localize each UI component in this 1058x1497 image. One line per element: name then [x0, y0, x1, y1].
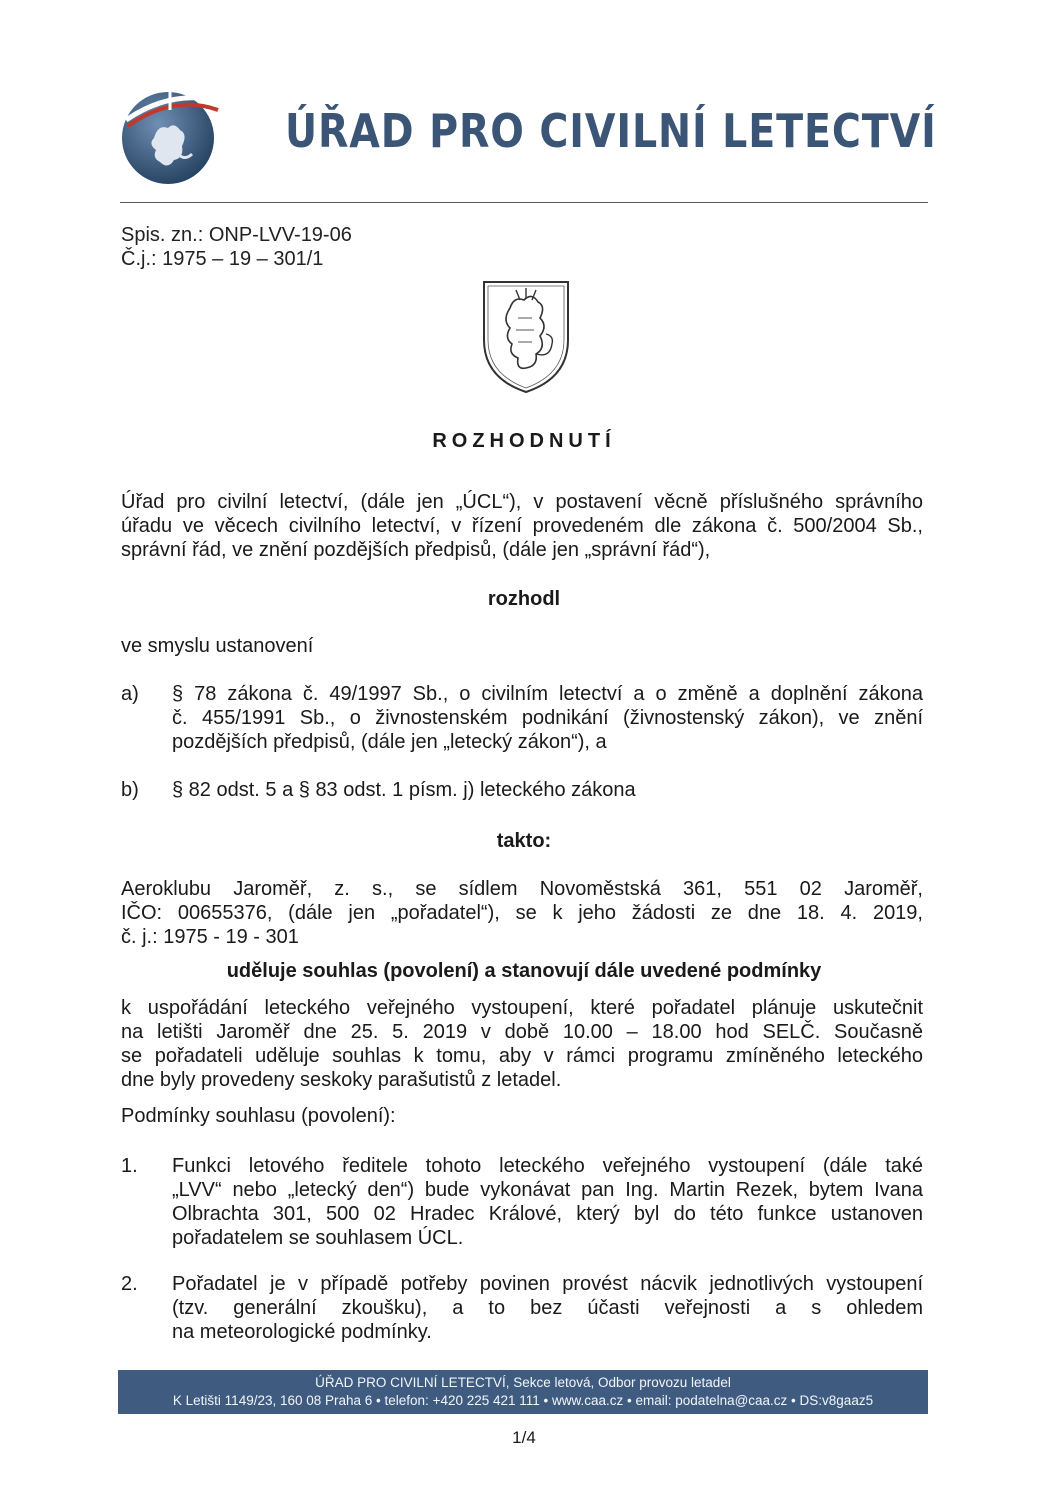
office-title: ÚŘAD PRO CIVILNÍ LETECTVÍ: [285, 104, 937, 158]
footer-bar: [118, 1370, 928, 1414]
czech-lion-coat-of-arms-icon: [480, 278, 572, 396]
applicant-line-2: IČO: 00655376, (dále jen „pořadatel“), se k jeho žádosti ze dne 18. 4. 2019,: [121, 902, 923, 924]
intro-line-1: Úřad pro civilní letectví, (dále jen „ÚCL“), v postavení věcně příslušného správního: [121, 491, 923, 513]
condition-2-line-2: (tzv. generální zkoušku), a to bez účasti veřejnosti a s ohledem: [172, 1297, 923, 1319]
applicant-line-1: Aeroklubu Jaroměř, z. s., se sídlem Novoměstská 361, 551 02 Jaroměř,: [121, 878, 923, 900]
thus-heading: takto:: [496, 830, 552, 852]
header-divider: [120, 202, 928, 203]
decision-title: ROZHODNUTÍ: [432, 430, 616, 452]
condition-1-line-1: Funkci letového ředitele tohoto leteckého veřejného vystoupení (dále také: [172, 1155, 923, 1177]
grant-heading: uděluje souhlas (povolení) a stanovují dále uvedené podmínky: [226, 960, 822, 982]
condition-marker: 1.: [121, 1155, 138, 1177]
provision-marker: b): [121, 779, 139, 801]
footer-office-line: ÚŘAD PRO CIVILNÍ LETECTVÍ, Sekce letová, Odbor provozu letadel: [315, 1375, 731, 1390]
provision-a-line-3: pozdějších předpisů, (dále jen „letecký zákon“), a: [172, 731, 607, 753]
intro-line-3: správní řád, ve znění pozdějších předpisů, (dále jen „správní řád“),: [121, 539, 711, 561]
conditions-heading: Podmínky souhlasu (povolení):: [121, 1105, 396, 1127]
footer-contact-line: K Letišti 1149/23, 160 08 Praha 6 • telefon: +420 225 421 111 • www.caa.cz • email: podatelna@caa.cz • DS:v8gaaz5: [172, 1393, 874, 1408]
condition-2-line-3: na meteorologické podmínky.: [172, 1321, 432, 1343]
file-number: Spis. zn.: ONP-LVV-19-06: [121, 224, 352, 246]
grant-line-4: dne byly provedeny seskoky parašutistů z letadel.: [121, 1069, 562, 1091]
condition-1-line-2: „LVV“ nebo „letecký den“) bude vykonávat pan Ing. Martin Rezek, bytem Ivana: [172, 1179, 923, 1201]
condition-1-line-4: pořadatelem se souhlasem ÚCL.: [172, 1227, 464, 1249]
provision-a-line-1: § 78 zákona č. 49/1997 Sb., o civilním letectví a o změně a doplnění zákona: [172, 683, 923, 705]
condition-marker: 2.: [121, 1273, 138, 1295]
reference-number: Č.j.: 1975 – 19 – 301/1: [121, 248, 324, 270]
applicant-line-3: č. j.: 1975 - 19 - 301: [121, 926, 299, 948]
condition-1-line-3: Olbrachta 301, 500 02 Hradec Králové, který byl do této funkce ustanoven: [172, 1203, 923, 1225]
grant-line-1: k uspořádání leteckého veřejného vystoupení, které pořadatel plánuje uskutečnit: [121, 997, 923, 1019]
page-number: 1/4: [512, 1428, 536, 1447]
intro-line-2: úřadu ve věcech civilního letectví, v řízení provedeném dle zákona č. 500/2004 Sb.,: [121, 515, 923, 537]
provision-b-line-1: § 82 odst. 5 a § 83 odst. 1 písm. j) leteckého zákona: [172, 779, 636, 801]
decided-heading: rozhodl: [487, 588, 561, 610]
ucl-lion-emblem-icon: [118, 80, 226, 188]
provision-a-line-2: č. 455/1991 Sb., o živnostenském podnikání (živnostenský zákon), ve znění: [172, 707, 923, 729]
grant-line-3: se pořadateli uděluje souhlas k tomu, aby v rámci programu zmíněného leteckého: [121, 1045, 923, 1067]
provision-marker: a): [121, 683, 139, 705]
provisions-intro: ve smyslu ustanovení: [121, 635, 314, 657]
grant-line-2: na letišti Jaroměř dne 25. 5. 2019 v době 10.00 – 18.00 hod SELČ. Současně: [121, 1021, 923, 1043]
condition-2-line-1: Pořadatel je v případě potřeby povinen provést nácvik jednotlivých vystoupení: [172, 1273, 923, 1295]
